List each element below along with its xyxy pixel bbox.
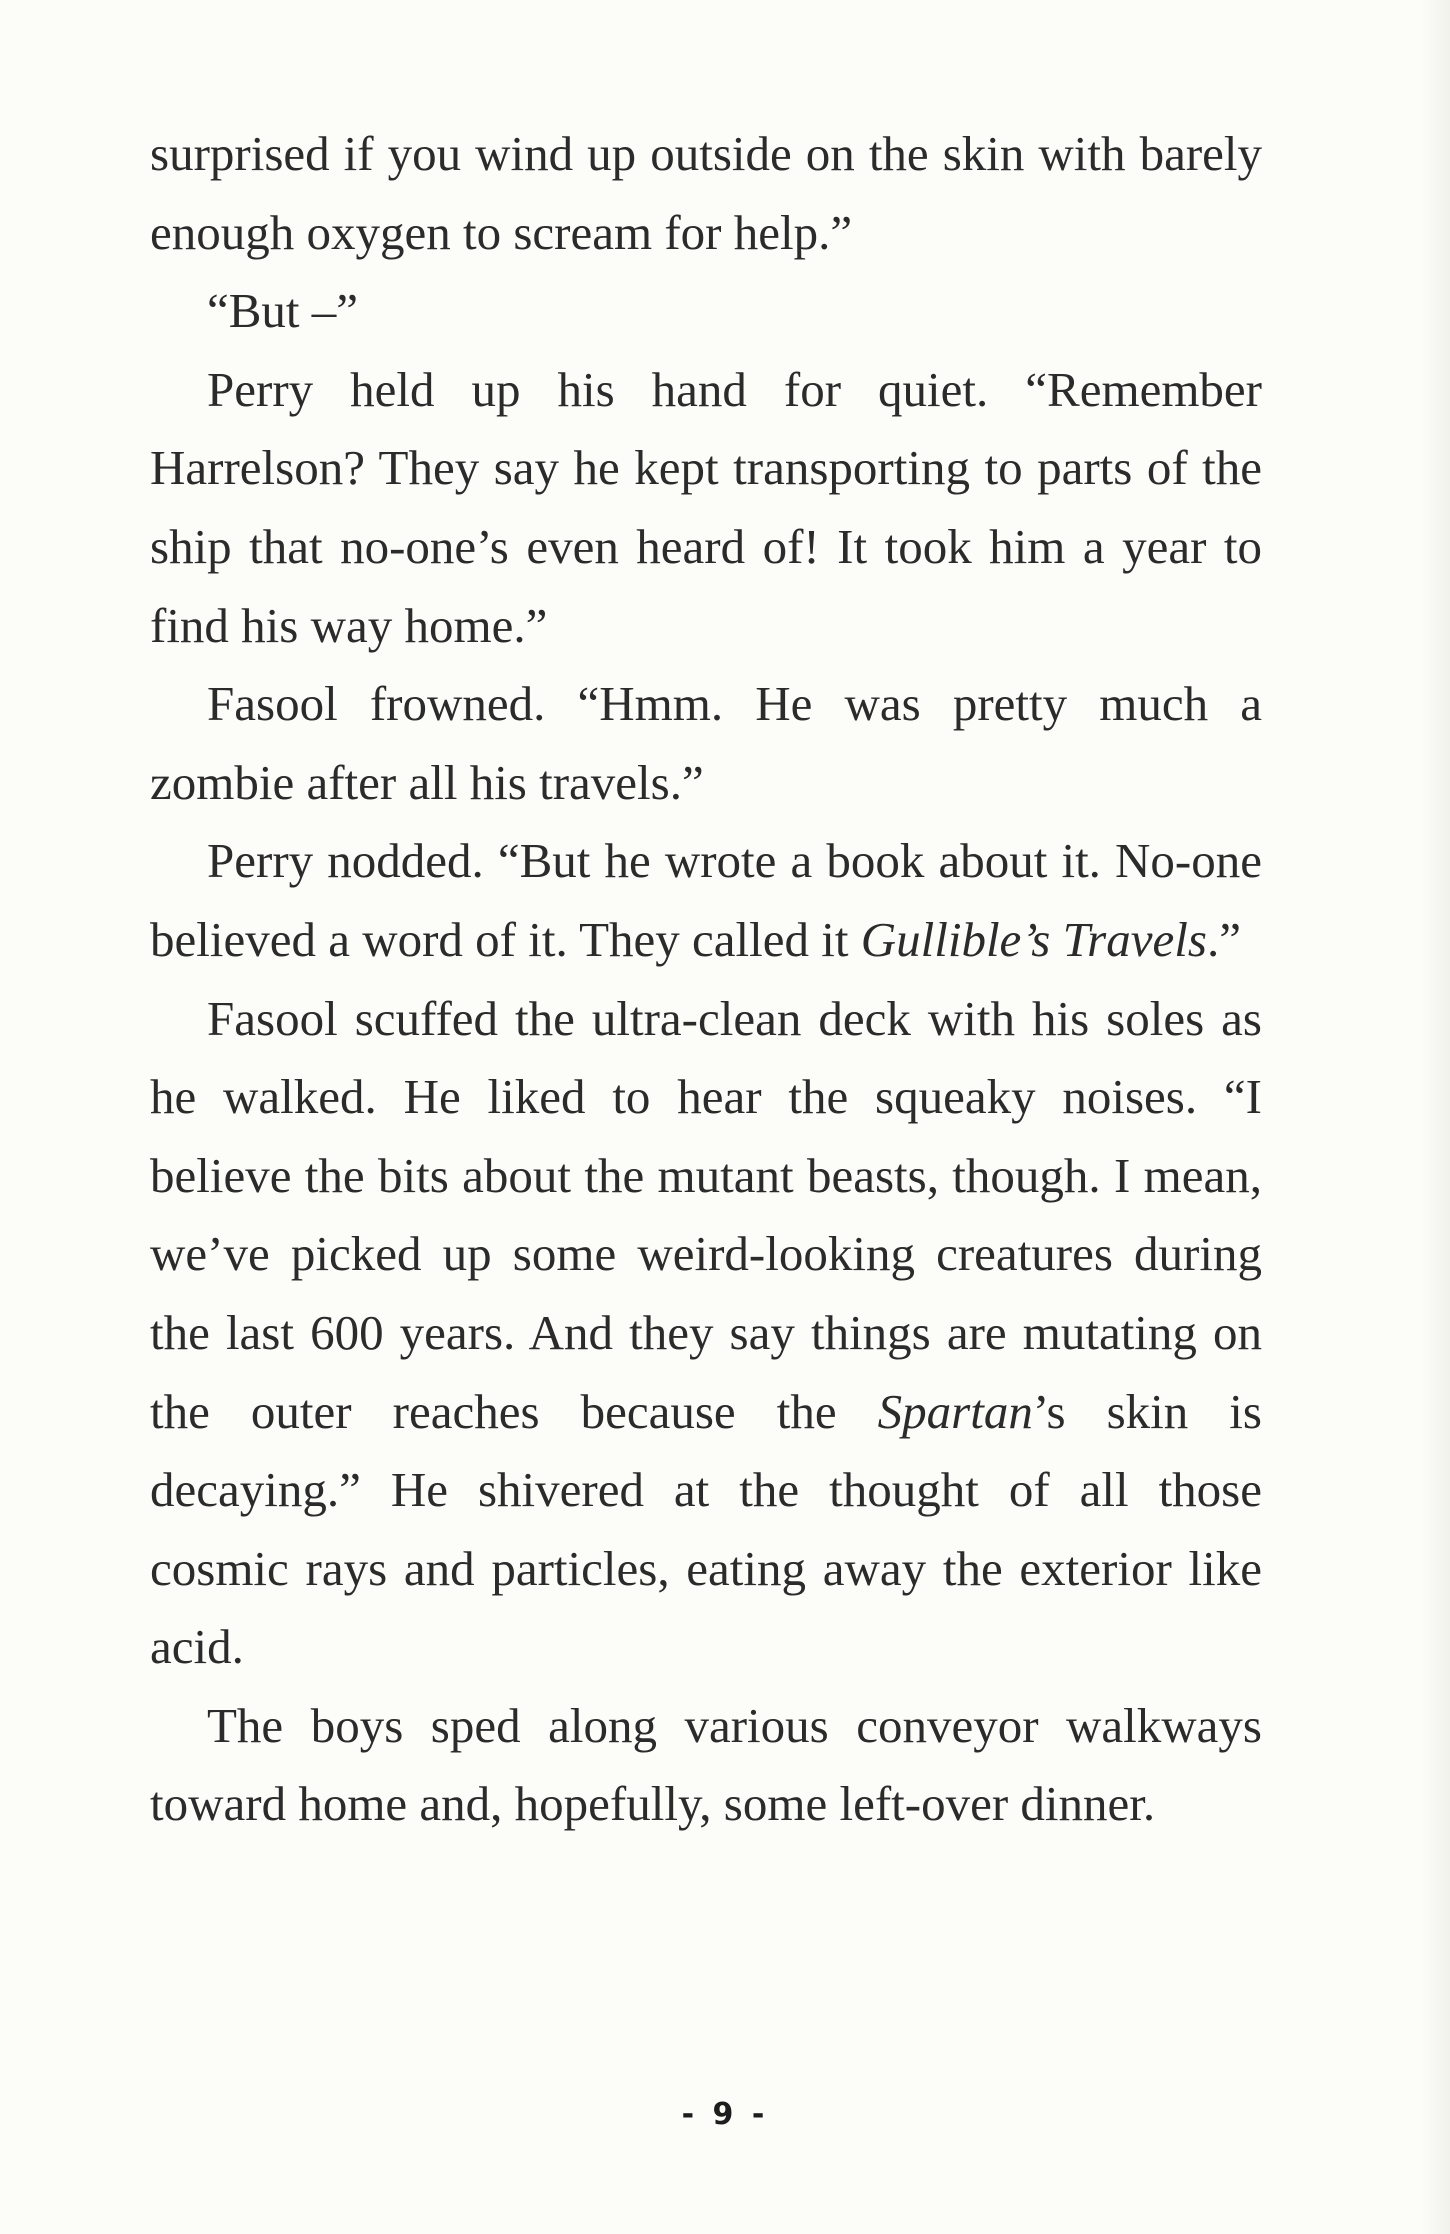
paragraph-6 xyxy=(150,980,1262,1687)
paragraph-text: The boys sped along various conveyor walkways toward home and, hopefully, some left-over dinner. xyxy=(150,1697,1262,1832)
paragraph-text: Fasool frowned. “Hmm. He was pretty much a zombie after all his travels.” xyxy=(150,676,1262,810)
paragraph-text: ’s skin is decaying.” He shivered at the thought of all those cosmic rays and particles, eating away the exterior like acid. xyxy=(150,1383,1262,1675)
paragraph-1 xyxy=(150,115,1262,272)
paragraph-text: surprised if you wind up outside on the skin with barely enough oxygen to scream for help.” xyxy=(150,126,1262,260)
italic-text: Spartan xyxy=(877,1383,1033,1439)
paragraph-text: .” xyxy=(1206,911,1241,967)
body-text xyxy=(150,115,1262,1844)
paragraph-2 xyxy=(150,272,1262,351)
paragraph-7 xyxy=(150,1687,1262,1844)
italic-text: Gullible’s Travels xyxy=(860,911,1207,967)
paragraph-5 xyxy=(150,822,1262,979)
paragraph-text: Perry nodded. “But he wrote a book about it. No-one believed a word of it. They called it xyxy=(150,833,1262,967)
paragraph-3 xyxy=(150,351,1262,665)
paragraph-text: “But –” xyxy=(207,283,359,339)
page-edge-shadow xyxy=(1420,0,1450,2234)
paragraph-4 xyxy=(150,665,1262,822)
page-number: - 9 - xyxy=(681,2097,769,2132)
paragraph-text: Perry held up his hand for quiet. “Remember Harrelson? They say he kept transporting to parts of the ship that no-one’s even heard of! It took him a year to find his way home.” xyxy=(150,361,1262,653)
paragraph-text: Fasool scuffed the ultra-clean deck with his soles as he walked. He liked to hear the squeaky noises. “I believe the bits about the mutant beasts, though. I mean, we’ve picked up some weird-looking creatures during the last 600 years. And they say things are mutating on the outer reaches because the xyxy=(150,990,1262,1439)
